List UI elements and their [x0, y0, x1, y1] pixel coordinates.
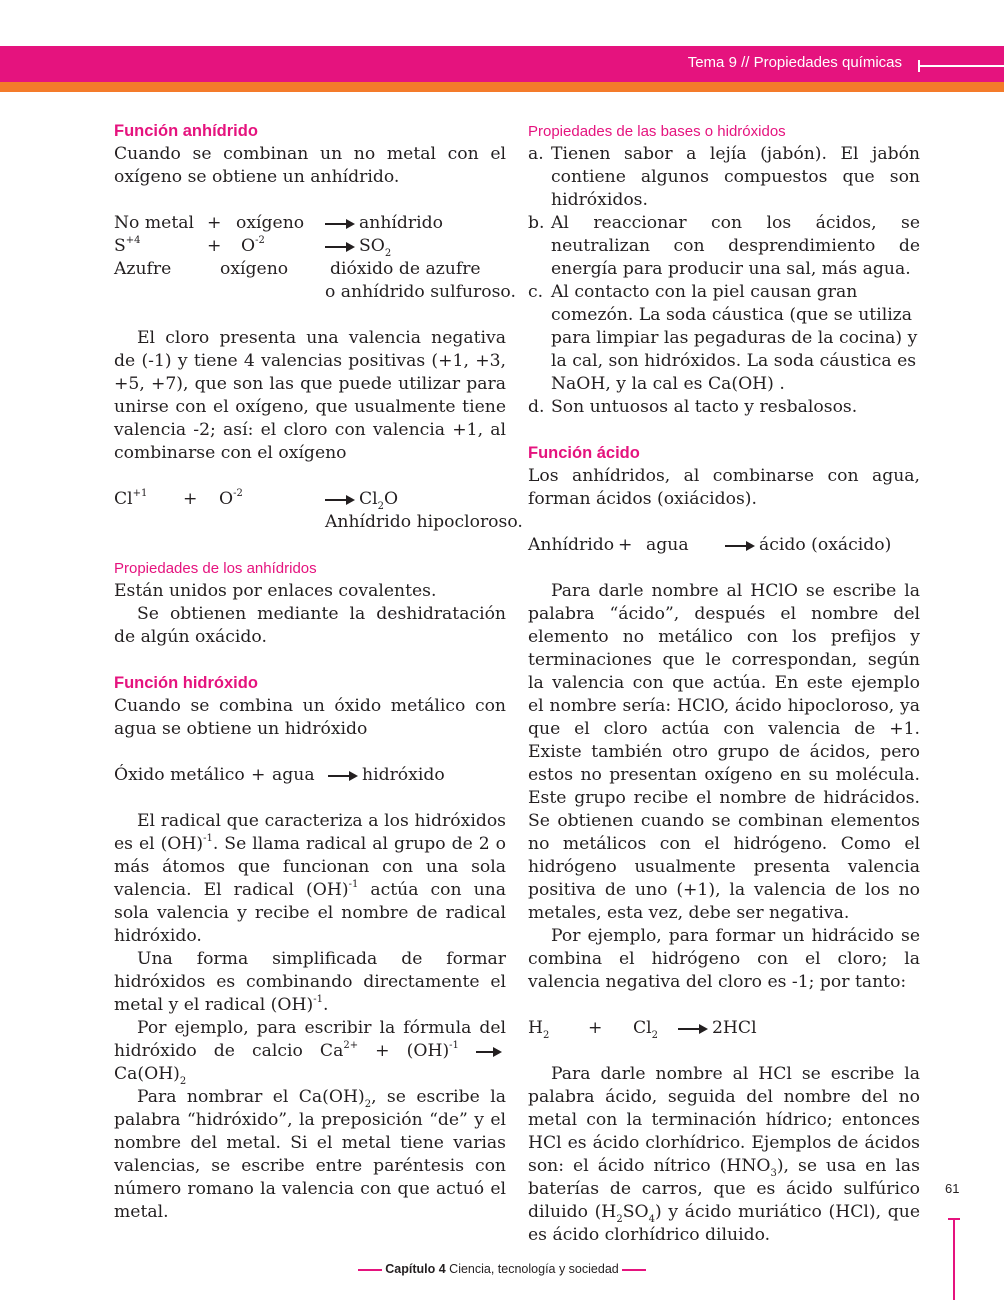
left-column [114, 120, 523, 1224]
eq-plus: + [251, 765, 266, 785]
subscript: 2 [377, 501, 385, 512]
list-letter: b. [528, 213, 545, 233]
text-run: SO [622, 1202, 649, 1222]
list-letter: d. [528, 397, 545, 417]
page-number-rule [953, 1218, 955, 1300]
superscript: -1 [348, 879, 359, 890]
text-run: , se escribe la palabra “hidróxido”, la preposición “de” y el nombre del metal. Si el metal tiene varias valencias, se escribe entre paréntesis con número romano la valencia con que actuó el metal. [114, 1087, 506, 1222]
subscript: 2 [651, 1030, 659, 1041]
bases-properties-list [528, 143, 920, 419]
paragraph-prop-2: Se obtienen mediante la deshidratación de algún oxácido. [114, 604, 506, 647]
arrow-icon [476, 1047, 502, 1057]
eq-term: ácido (oxácido) [759, 535, 892, 555]
text-run: . Se llama radical al grupo de 2 o más átomos que funcionan con una sola valencia. El radical (OH) [114, 834, 507, 900]
arrow-icon [325, 242, 355, 252]
paragraph-prop-1: Están unidos por enlaces covalentes. [114, 581, 437, 601]
superscript: 2+ [343, 1040, 359, 1051]
text-run: Para nombrar el Ca(OH) [137, 1087, 365, 1107]
eq-term: anhídrido [359, 213, 443, 233]
eq-term: oxígeno [236, 213, 305, 233]
equation-acido [528, 534, 920, 557]
eq-term: H [528, 1018, 543, 1038]
superscript: -2 [233, 488, 243, 499]
eq-term: agua [272, 765, 315, 785]
list-text: Al contacto con la piel causan gran comezón. La soda cáustica (que se utiliza para limpiar las pegaduras de la cocina) y la cal, son hidróxidos. La soda cáustica es NaOH, y la cal es Ca(OH) . [551, 282, 918, 394]
eq-term: O [384, 489, 399, 509]
right-column [528, 120, 920, 1247]
eq-term: O [241, 236, 256, 256]
paragraph-anhidrido: Cuando se combinan un no metal con el oxígeno se obtiene un anhídrido. [114, 144, 506, 187]
list-text: Son untuosos al tacto y resbalosos. [551, 397, 858, 417]
paragraph-ejemplo-calcio [114, 1017, 506, 1086]
paragraph-simplificada [114, 948, 506, 1017]
paragraph-cloro: El cloro presenta una valencia negativa de (-1) y tiene 4 valencias positivas (+1, +3, +5, +7), que son las que puede utilizar para unirse con el oxígeno, que usualmente tiene valencia -2; así: el cloro con valencia +1, al combinarse con el oxígeno [114, 328, 506, 463]
subscript: 4 [648, 1214, 655, 1225]
superscript: +1 [132, 488, 148, 499]
eq-term: Azufre [114, 259, 172, 279]
paragraph-nombrar [114, 1086, 506, 1224]
eq-plus: + [207, 236, 222, 256]
paragraph-hidroxido: Cuando se combina un óxido metálico con agua se obtiene un hidróxido [114, 696, 506, 739]
eq-term: hidróxido [362, 765, 445, 785]
eq-term: Anhídrido [528, 535, 615, 555]
eq-term: 2HCl [712, 1018, 757, 1038]
eq-term: oxígeno [220, 259, 289, 279]
arrow-icon [325, 495, 355, 505]
arrow-icon [725, 541, 755, 551]
text-run: Ca(OH) [114, 1064, 180, 1084]
paragraph-hclo: Para darle nombre al HClO se escribe la palabra “ácido”, después el nombre del elemento no metálico con los prefijos y terminaciones que le correspondan, según la valencia con que actúa. En este ejemplo el nombre sería: HClO, ácido hipocloroso, ya que el cloro actúa con valencia de +1. Existe también otro grupo de ácidos, pero estos no presentan oxígeno en su molécula. Este grupo recibe el nombre de hidrácidos. Se obtienen cuando se combinan elementos no metálicos con el hidrógeno. Como el hidrógeno usualmente presenta valencia positiva de uno (+1), la valencia de los no metales, esta vez, debe ser negativa. [528, 581, 920, 923]
heading-propiedades-anhidridos: Propiedades de los anhídridos [114, 560, 317, 577]
header-topic: Tema 9 // Propiedades químicas [687, 54, 902, 71]
arrow-icon [678, 1024, 708, 1034]
paragraph-nombre-hcl [528, 1063, 920, 1247]
list-letter: c. [528, 282, 544, 302]
eq-term: Óxido metálico [114, 765, 245, 785]
eq-plus: + [183, 489, 198, 509]
eq-term: Cl [633, 1018, 652, 1038]
footer-chapter: Capítulo 4 [385, 1262, 446, 1276]
list-text: Tienen sabor a lejía (jabón). El jabón contiene algunos compuestos que son hidróxidos. [551, 144, 920, 210]
subscript: 3 [770, 1168, 777, 1179]
superscript: -1 [449, 1040, 459, 1051]
footer-rule-left [358, 1269, 382, 1271]
superscript: -1 [313, 994, 323, 1005]
footer [0, 1261, 1004, 1277]
heading-funcion-anhidrido: Función anhídrido [114, 122, 258, 140]
list-letter: a. [528, 144, 544, 164]
arrow-icon [328, 771, 358, 781]
eq-plus: + [207, 213, 222, 233]
eq-plus: + [618, 535, 633, 555]
text-run: actúa con una sola valencia y recibe el nombre de radical hidróxido. [114, 880, 506, 946]
subscript: 2 [616, 1214, 623, 1225]
heading-funcion-acido: Función ácido [528, 444, 640, 462]
list-item [528, 396, 920, 419]
eq-term: Cl [114, 489, 133, 509]
page-number: 61 [945, 1181, 960, 1196]
eq-term: SO [359, 236, 385, 256]
text-run: ) y ácido muriático (HCl), que es ácido clorhídrico diluido. [528, 1202, 920, 1245]
eq-term: o anhídrido sulfuroso. [325, 282, 516, 302]
eq-term: Anhídrido hipocloroso. [325, 512, 523, 532]
header-accent-band [0, 82, 1004, 92]
equation-anhidrido [114, 212, 516, 304]
eq-plus: + [588, 1018, 603, 1038]
equation-hcl [528, 1017, 920, 1040]
equation-cloro [114, 488, 523, 534]
heading-funcion-hidroxido: Función hidróxido [114, 674, 258, 692]
text-run: ), se usa en las baterías de carros, que es ácido sulfúrico diluido (H [528, 1156, 920, 1222]
subscript: 2 [543, 1030, 550, 1041]
heading-propiedades-bases: Propiedades de las bases o hidróxidos [528, 123, 786, 140]
list-item [528, 281, 920, 396]
list-item [528, 143, 920, 212]
arrow-icon [325, 219, 355, 229]
text-run: + (OH) [358, 1041, 450, 1061]
paragraph-ejemplo-hcl: Por ejemplo, para formar un hidrácido se combina el hidrógeno con el cloro; la valencia negativa del cloro es -1; por tanto: [528, 926, 920, 992]
footer-subject: Ciencia, tecnología y sociedad [449, 1262, 619, 1276]
subscript: 2 [384, 248, 392, 259]
superscript: -1 [203, 833, 213, 844]
eq-term: S [114, 236, 126, 256]
list-text: Al reaccionar con los ácidos, se neutralizan con desprendimiento de energía para producir una sal, más agua. [551, 213, 920, 279]
paragraph-radical [114, 810, 506, 948]
header-rule [918, 65, 1004, 67]
eq-term: Cl [359, 489, 378, 509]
superscript: +4 [125, 235, 141, 246]
text-run: . [322, 995, 329, 1015]
eq-term: O [219, 489, 234, 509]
paragraph-acido: Los anhídridos, al combinarse con agua, forman ácidos (oxiácidos). [528, 466, 920, 509]
subscript: 2 [179, 1076, 187, 1087]
list-item [528, 212, 920, 281]
equation-hidroxido [114, 764, 506, 787]
subscript: 2 [364, 1099, 372, 1110]
text-run: Una forma simplificada de formar hidróxidos es combinando directamente el metal y el radical (OH) [114, 949, 506, 1015]
eq-term: dióxido de azufre [330, 259, 481, 279]
eq-term: agua [646, 535, 689, 555]
text-run: Para darle nombre al HCl se escribe la palabra ácido, seguida del nombre del no metal con la terminación hídrico; entonces HCl es ácido clorhídrico. Ejemplos de ácidos son: el ácido nítrico (HNO [528, 1064, 920, 1176]
text-run: El radical que caracteriza a los hidróxidos es el (OH) [114, 811, 506, 854]
eq-term: No metal [114, 213, 194, 233]
text-run: Por ejemplo, para escribir la fórmula del hidróxido de calcio Ca [114, 1018, 506, 1061]
superscript: -2 [255, 235, 265, 246]
footer-rule-right [622, 1269, 646, 1271]
